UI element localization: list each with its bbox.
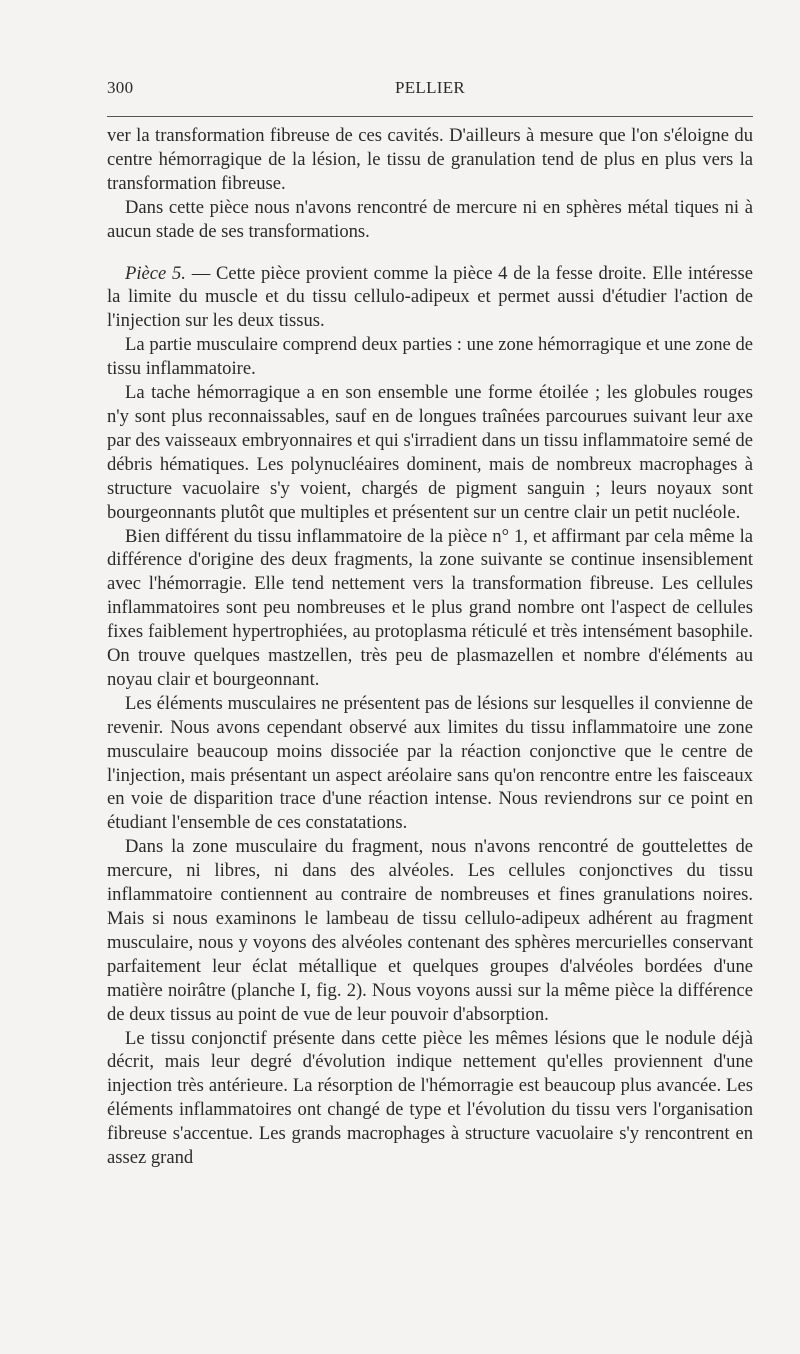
paragraph <box>107 525 753 692</box>
running-title: PELLIER <box>394 78 466 97</box>
paragraph-text: Bien différent du tissu inflammatoire de la pièce n° 1, et affirmant par cela même la différence d'origine des deux fragments, la zone suivante se continue insensiblement avec l'hémorragie. Elle tend nettement vers la transformation fibreuse. Les cellules inflammatoires sont peu nombreuses et le plus grand nombre ont l'aspect de cellules fixes faiblement hypertrophiées, au protoplasma réticulé et très intensément basophile. On trouve quelques mastzellen, très peu de plasmazellen et nombre d'éléments au noyau clair et bourgeonnant. <box>107 525 753 690</box>
paragraph-text: — Cette pièce provient comme la pièce 4 de la fesse droite. Elle intéresse la limite du muscle et du tissu cellulo-adipeux et permet aussi d'étudier l'action de l'injection sur les deux tissus. <box>107 262 753 332</box>
paragraph-text: Dans la zone musculaire du fragment, nous n'avons rencontré de gouttelettes de mercure, ni libres, ni dans des alvéoles. Les cellules conjonctives du tissu inflammatoire contiennent au contraire de nombreuses et fines granulations noires. Mais si nous examinons le lambeau de tissu cellulo-adipeux adhérent au fragment musculaire, nous y voyons des alvéoles contenant des sphères mercurielles conservant parfaitement leur éclat métallique et quelques groupes d'alvéoles bordées d'une matière noirâtre (planche I, fig. 2). Nous voyons aussi sur la même pièce la différence de deux tissus au point de vue de leur pouvoir d'absorption. <box>107 836 753 1025</box>
paragraph <box>107 262 753 334</box>
paragraph <box>107 692 753 835</box>
page-header <box>107 78 753 108</box>
paragraph <box>107 196 753 244</box>
header-rule <box>107 116 753 117</box>
section-label: Pièce 5. <box>125 262 186 284</box>
paragraph <box>107 1027 753 1170</box>
paragraph-text: ver la transformation fibreuse de ces cavités. D'ailleurs à mesure que l'on s'éloigne du centre hémorragique de la lésion, le tissu de granulation tend de plus en plus vers la transformation fibreuse. <box>107 125 753 194</box>
paragraph <box>107 124 753 196</box>
paragraph-text: La partie musculaire comprend deux parties : une zone hémorragique et une zone de tissu inflammatoire. <box>107 334 753 380</box>
paragraph-text: Le tissu conjonctif présente dans cette pièce les mêmes lésions que le nodule déjà décrit, mais leur degré d'évolution indique nettement qu'elles proviennent d'une injection très antérieure. La résorption de l'hémorragie est beaucoup plus avancée. Les éléments inflammatoires ont changé de type et l'évolution du tissu vers l'organisation fibreuse s'accentue. Les grands macrophages à structure vacuolaire s'y rencontrent en assez grand <box>107 1027 753 1169</box>
paragraph <box>107 381 753 524</box>
paragraph <box>107 333 753 381</box>
book-page <box>107 78 753 1170</box>
page-number: 300 <box>107 78 134 97</box>
body-text <box>107 124 753 1170</box>
paragraph-text: La tache hémorragique a en son ensemble une forme étoilée ; les globules rouges n'y sont plus reconnaissables, sauf en de longues traînées parcourues suivant leur axe par des vaisseaux embryonnaires et qui s'irradient dans un tissu inflammatoire semé de débris hématiques. Les polynucléaires dominent, mais de nombreux macrophages à structure vacuolaire s'y voient, chargés de pigment sanguin ; leurs noyaux sont bourgeonnants plutôt que multiples et présentent sur un centre clair un petit nucléole. <box>107 382 753 523</box>
paragraph-text: Dans cette pièce nous n'avons rencontré de mercure ni en sphères métal tiques ni à aucun stade de ses transformations. <box>107 196 753 242</box>
paragraph-text: Les éléments musculaires ne présentent pas de lésions sur lesquelles il convienne de revenir. Nous avons cependant observé aux limites du tissu inflammatoire une zone musculaire beaucoup moins dissociée par la réaction conjonctive que le centre de l'injection, mais présentant un aspect aréolaire sans qu'on rencontre entre les faisceaux en voie de disparition trace d'une réaction intense. Nous reviendrons sur ce point en étudiant l'ensemble de ces constatations. <box>107 692 753 834</box>
paragraph <box>107 835 753 1026</box>
